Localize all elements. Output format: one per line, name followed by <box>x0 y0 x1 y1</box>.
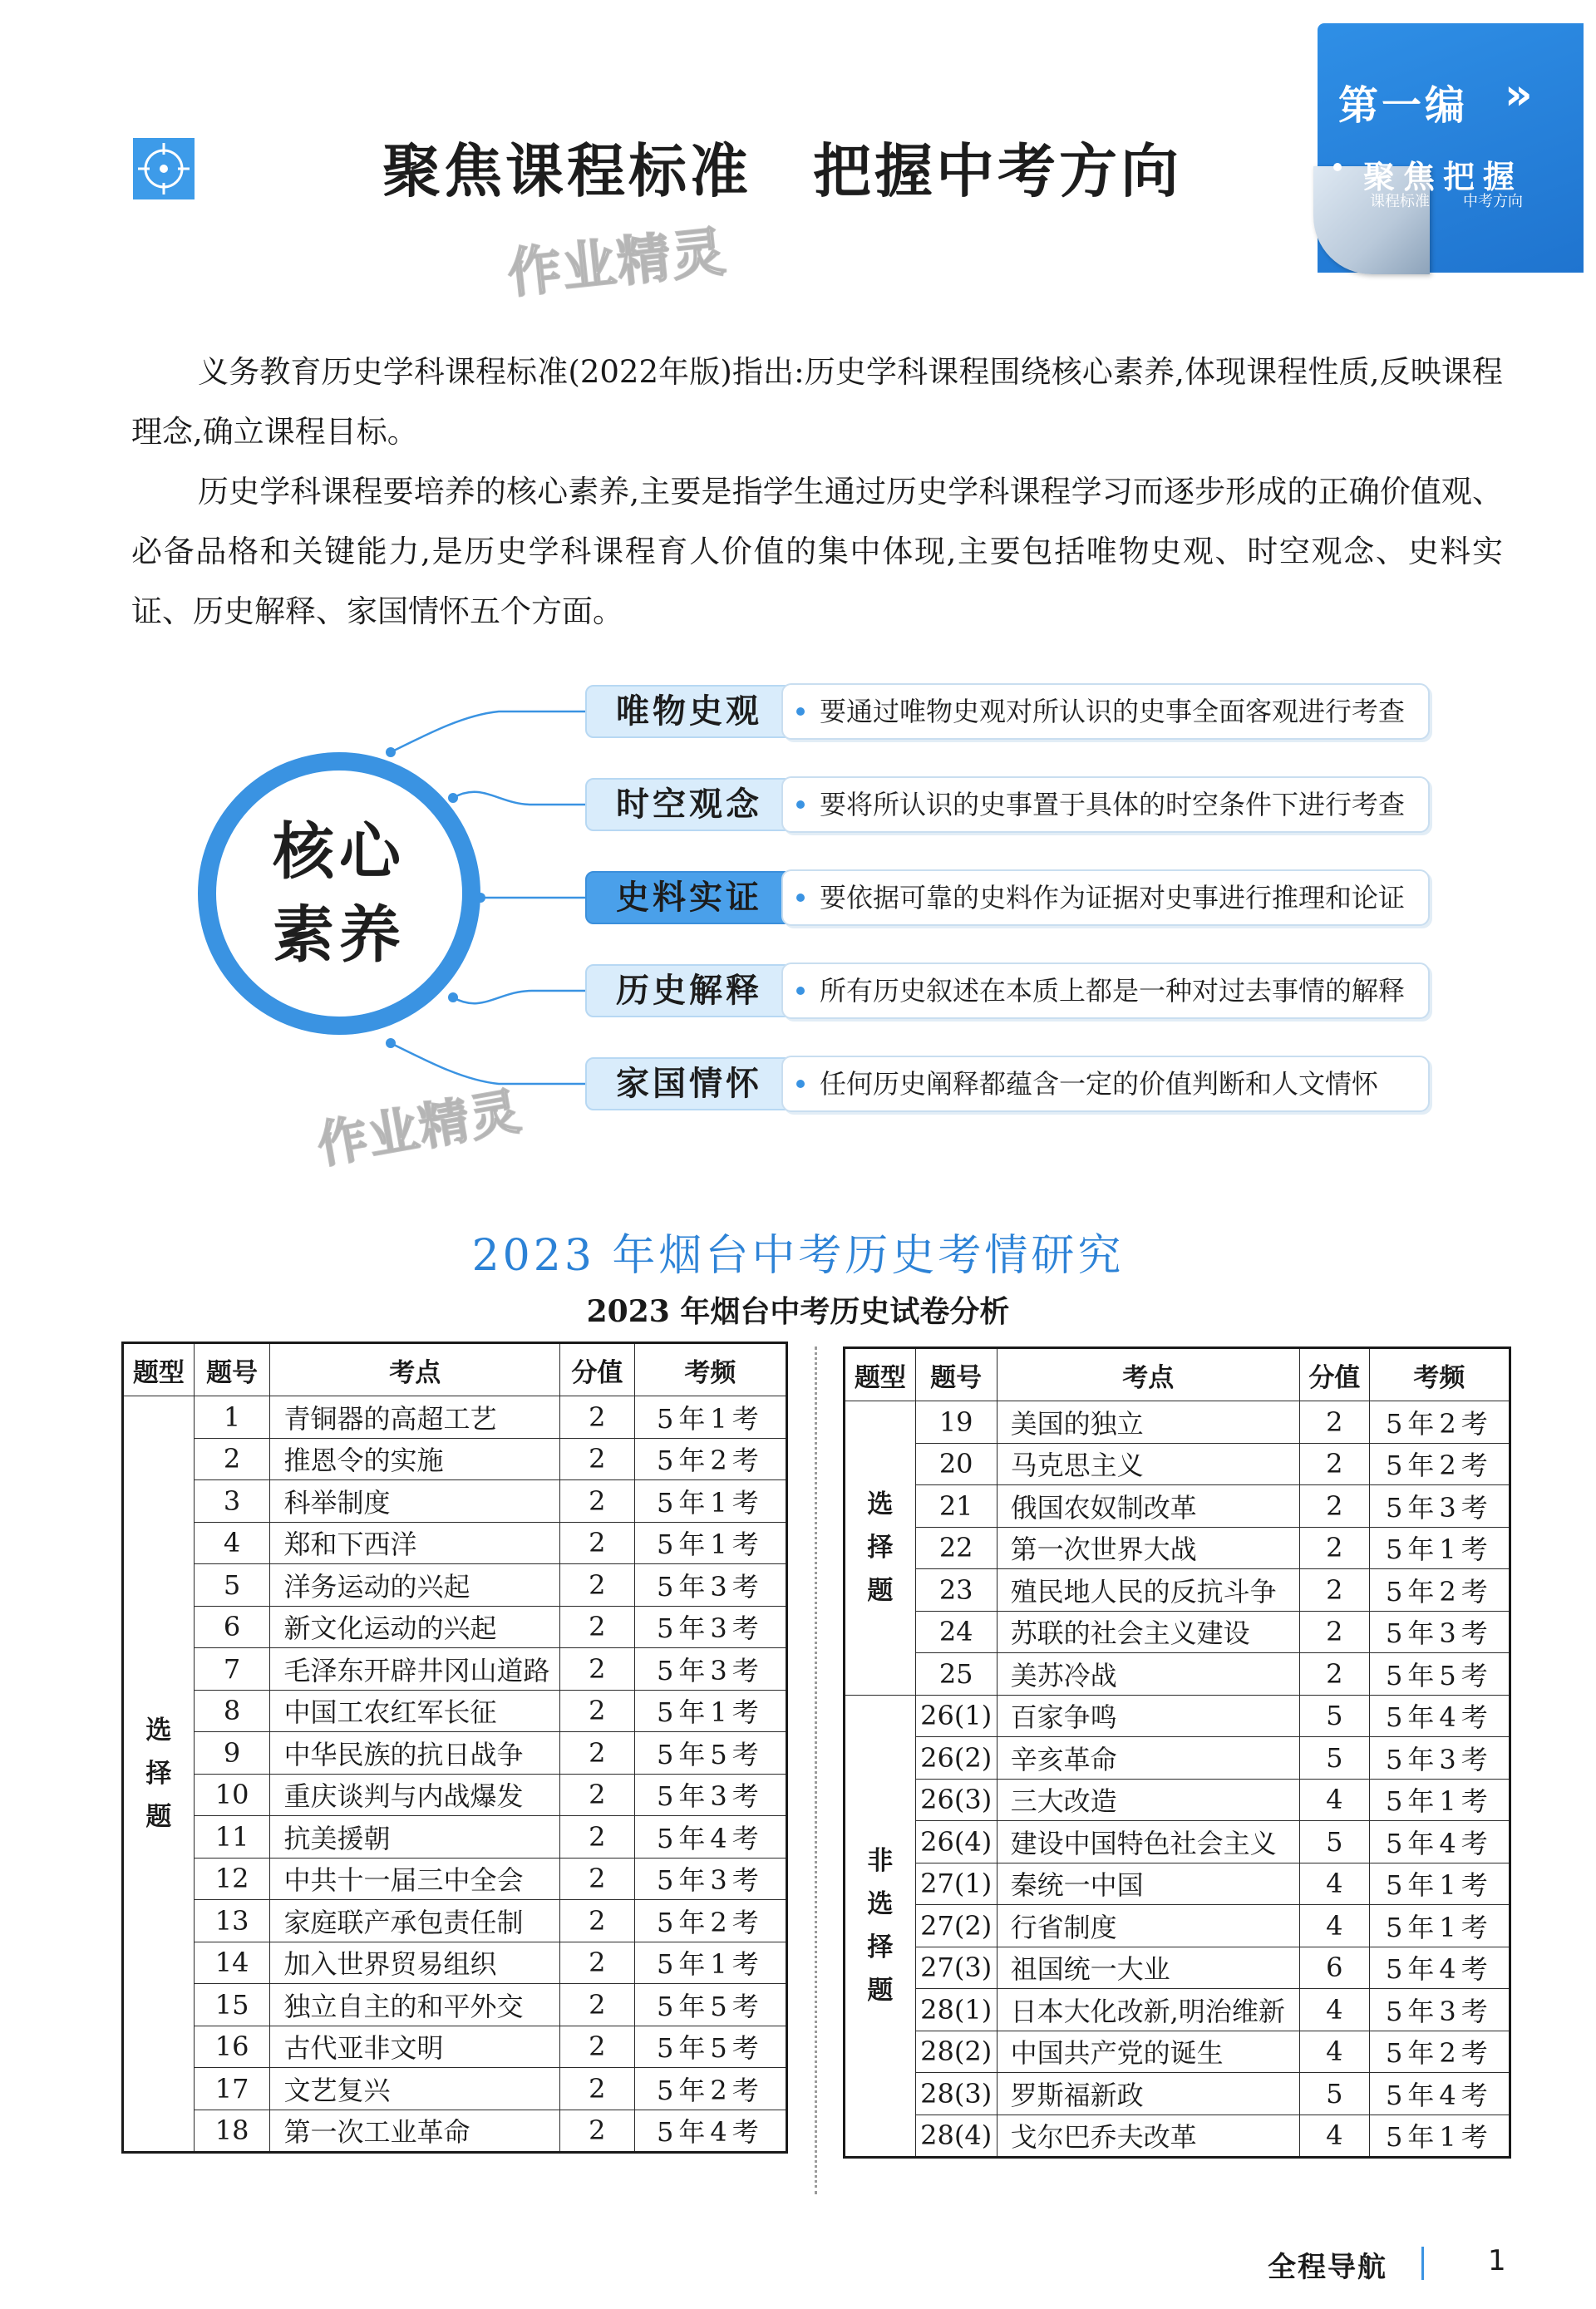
question-number: 27(2) <box>915 1905 997 1947</box>
table-row <box>845 1989 1510 2031</box>
exam-topic: 中国工农红军长征 <box>270 1690 560 1732</box>
question-number: 28(1) <box>915 1989 997 2031</box>
table-row <box>845 1611 1510 1653</box>
table-row <box>845 1527 1510 1569</box>
score-value: 2 <box>559 1564 634 1607</box>
question-number: 15 <box>194 1984 270 2026</box>
exam-frequency: 5年1考 <box>1369 2115 1510 2158</box>
table-row <box>123 1438 787 1480</box>
score-value: 2 <box>1299 1527 1369 1569</box>
exam-topic: 古代亚非文明 <box>270 2026 560 2068</box>
table-row <box>123 1564 787 1607</box>
score-value: 5 <box>1299 1821 1369 1863</box>
score-value: 2 <box>1299 1485 1369 1528</box>
table-row <box>845 2115 1510 2158</box>
question-number: 3 <box>194 1480 270 1523</box>
core-item-name: 时空观念 <box>585 778 793 831</box>
core-center-text: 核心 素养 <box>273 816 406 971</box>
exam-frequency: 5年3考 <box>634 1774 786 1816</box>
exam-frequency: 5年5考 <box>634 2026 786 2068</box>
exam-topic: 第一次世界大战 <box>997 1527 1299 1569</box>
exam-frequency: 5年1考 <box>634 1396 786 1439</box>
exam-topic: 青铜器的高超工艺 <box>270 1396 560 1439</box>
exam-topic: 中共十一届三中全会 <box>270 1858 560 1900</box>
score-value: 4 <box>1299 1779 1369 1821</box>
exam-frequency: 5年2考 <box>634 1438 786 1480</box>
bullet-dot <box>796 894 805 902</box>
exam-topic: 重庆谈判与内战爆发 <box>270 1774 560 1816</box>
exam-topic: 建设中国特色社会主义 <box>997 1821 1299 1863</box>
score-value: 4 <box>1299 1989 1369 2031</box>
score-value: 2 <box>559 1690 634 1732</box>
divider <box>815 1347 817 2194</box>
table-row <box>845 1947 1510 1989</box>
table-row <box>123 1648 787 1691</box>
exam-frequency: 5年1考 <box>634 1480 786 1523</box>
core-item-name: 唯物史观 <box>585 685 793 738</box>
table-row <box>845 1653 1510 1696</box>
exam-topic: 科举制度 <box>270 1480 560 1523</box>
score-value: 2 <box>559 1732 634 1775</box>
exam-topic: 抗美援朝 <box>270 1816 560 1859</box>
table-row <box>845 1695 1510 1737</box>
question-number: 17 <box>194 2068 270 2110</box>
question-number: 13 <box>194 1900 270 1942</box>
score-value: 4 <box>1299 2115 1369 2158</box>
exam-frequency: 5年4考 <box>1369 1947 1510 1989</box>
exam-topic: 辛亥革命 <box>997 1737 1299 1780</box>
question-number: 8 <box>194 1690 270 1732</box>
exam-topic: 俄国农奴制改革 <box>997 1485 1299 1528</box>
footer-divider <box>1421 2247 1424 2280</box>
table-row <box>123 1984 787 2026</box>
exam-frequency: 5年4考 <box>634 2110 786 2153</box>
table-row <box>123 1900 787 1942</box>
table-row <box>845 1401 1510 1444</box>
score-value: 5 <box>1299 1695 1369 1737</box>
col-header: 分值 <box>559 1343 634 1396</box>
core-item-desc: 要将所认识的史事置于具体的时空条件下进行考查 <box>781 776 1430 833</box>
exam-frequency: 5年3考 <box>1369 1485 1510 1528</box>
table-row <box>845 1443 1510 1485</box>
question-number: 28(2) <box>915 2031 997 2073</box>
question-number: 24 <box>915 1611 997 1653</box>
table-row <box>845 1485 1510 1528</box>
exam-topic: 家庭联产承包责任制 <box>270 1900 560 1942</box>
table-row <box>123 1816 787 1859</box>
score-value: 2 <box>559 1858 634 1900</box>
col-header: 分值 <box>1299 1348 1369 1401</box>
table-row <box>123 1606 787 1648</box>
exam-topic: 罗斯福新政 <box>997 2073 1299 2115</box>
exam-topic: 加入世界贸易组织 <box>270 1942 560 1984</box>
score-value: 2 <box>559 2110 634 2153</box>
table-row <box>123 2068 787 2110</box>
chapter-sub-right: 中考方向 <box>1463 193 1523 210</box>
exam-topic: 殖民地人民的反抗斗争 <box>997 1569 1299 1612</box>
exam-frequency: 5年5考 <box>1369 1653 1510 1696</box>
core-item-desc: 要通过唯物史观对所认识的史事全面客观进行考查 <box>781 683 1430 740</box>
score-value: 2 <box>559 1942 634 1984</box>
question-number: 4 <box>194 1522 270 1564</box>
page-number: 1 <box>1488 2244 1506 2277</box>
exam-frequency: 5年2考 <box>1369 1401 1510 1444</box>
exam-frequency: 5年1考 <box>1369 1527 1510 1569</box>
score-value: 2 <box>559 1522 634 1564</box>
exam-frequency: 5年1考 <box>1369 1779 1510 1821</box>
exam-frequency: 5年3考 <box>634 1564 786 1607</box>
exam-frequency: 5年1考 <box>1369 1905 1510 1947</box>
exam-frequency: 5年3考 <box>634 1648 786 1691</box>
double-chevron-icon: » <box>1505 70 1525 120</box>
core-item-name: 家国情怀 <box>585 1057 793 1110</box>
exam-topic: 戈尔巴乔夫改革 <box>997 2115 1299 2158</box>
question-number: 16 <box>194 2026 270 2068</box>
exam-frequency: 5年2考 <box>1369 2031 1510 2073</box>
score-value: 2 <box>559 2026 634 2068</box>
question-number: 1 <box>194 1396 270 1439</box>
exam-topic: 推恩令的实施 <box>270 1438 560 1480</box>
exam-frequency: 5年4考 <box>634 1816 786 1859</box>
table-row <box>123 1942 787 1984</box>
score-value: 2 <box>1299 1401 1369 1444</box>
table-row <box>845 2073 1510 2115</box>
exam-topic: 日本大化改新,明治维新 <box>997 1989 1299 2031</box>
col-header: 考频 <box>1369 1348 1510 1401</box>
score-value: 2 <box>1299 1653 1369 1696</box>
core-item-desc: 所有历史叙述在本质上都是一种对过去事情的解释 <box>781 962 1430 1019</box>
score-value: 2 <box>559 1816 634 1859</box>
table-row <box>845 1569 1510 1612</box>
core-item-name: 史料实证 <box>585 871 793 924</box>
question-number: 28(4) <box>915 2115 997 2158</box>
exam-topic: 秦统一中国 <box>997 1863 1299 1905</box>
table-row <box>123 1774 787 1816</box>
question-number: 21 <box>915 1485 997 1528</box>
exam-frequency: 5年1考 <box>634 1942 786 1984</box>
exam-topic: 中华民族的抗日战争 <box>270 1732 560 1775</box>
col-header: 题号 <box>915 1348 997 1401</box>
core-item-desc: 任何历史阐释都蕴含一定的价值判断和人文情怀 <box>781 1056 1430 1112</box>
table-row <box>123 2110 787 2153</box>
question-number: 25 <box>915 1653 997 1696</box>
question-number: 7 <box>194 1648 270 1691</box>
exam-topic: 行省制度 <box>997 1905 1299 1947</box>
question-number: 27(3) <box>915 1947 997 1989</box>
question-number: 5 <box>194 1564 270 1607</box>
score-value: 2 <box>1299 1569 1369 1612</box>
exam-frequency: 5年5考 <box>634 1732 786 1775</box>
question-number: 26(1) <box>915 1695 997 1737</box>
exam-frequency: 5年3考 <box>634 1858 786 1900</box>
core-item-desc: 要依据可靠的史料作为证据对史事进行推理和论证 <box>781 869 1430 926</box>
table-row <box>845 1737 1510 1780</box>
exam-topic: 毛泽东开辟井冈山道路 <box>270 1648 560 1691</box>
exam-frequency: 5年3考 <box>634 1606 786 1648</box>
question-number: 22 <box>915 1527 997 1569</box>
table-row <box>123 1858 787 1900</box>
col-header: 题号 <box>194 1343 270 1396</box>
question-number: 14 <box>194 1942 270 1984</box>
exam-frequency: 5年4考 <box>1369 1821 1510 1863</box>
exam-topic: 苏联的社会主义建设 <box>997 1611 1299 1653</box>
score-value: 2 <box>1299 1443 1369 1485</box>
exam-topic: 三大改造 <box>997 1779 1299 1821</box>
exam-topic: 独立自主的和平外交 <box>270 1984 560 2026</box>
exam-topic: 祖国统一大业 <box>997 1947 1299 1989</box>
score-value: 5 <box>1299 1737 1369 1780</box>
exam-frequency: 5年2考 <box>1369 1569 1510 1612</box>
exam-frequency: 5年3考 <box>1369 1611 1510 1653</box>
question-type-cell: 选 择 题 <box>845 1401 916 1696</box>
chapter-title: 第一编 <box>1338 82 1469 129</box>
question-number: 2 <box>194 1438 270 1480</box>
exam-frequency: 5年1考 <box>1369 1863 1510 1905</box>
exam-topic: 中国共产党的诞生 <box>997 2031 1299 2073</box>
question-number: 27(1) <box>915 1863 997 1905</box>
score-value: 2 <box>559 1774 634 1816</box>
question-number: 11 <box>194 1816 270 1859</box>
exam-table-right <box>843 1347 1511 2159</box>
col-header: 考点 <box>997 1348 1299 1401</box>
score-value: 4 <box>1299 2031 1369 2073</box>
col-header: 考点 <box>270 1343 560 1396</box>
score-value: 2 <box>559 1480 634 1523</box>
question-number: 18 <box>194 2110 270 2153</box>
question-number: 12 <box>194 1858 270 1900</box>
exam-frequency: 5年1考 <box>634 1522 786 1564</box>
score-value: 4 <box>1299 1863 1369 1905</box>
col-header: 考频 <box>634 1343 786 1396</box>
bullet-dot <box>796 1080 805 1088</box>
question-number: 6 <box>194 1606 270 1648</box>
question-number: 20 <box>915 1443 997 1485</box>
exam-frequency: 5年1考 <box>634 1690 786 1732</box>
exam-topic: 百家争鸣 <box>997 1695 1299 1737</box>
watermark: 作业精灵 <box>313 1081 527 1175</box>
table-row <box>123 1522 787 1564</box>
question-number: 19 <box>915 1401 997 1444</box>
bullet-dot <box>796 800 805 809</box>
exam-frequency: 5年4考 <box>1369 1695 1510 1737</box>
exam-topic: 文艺复兴 <box>270 2068 560 2110</box>
table-row <box>123 1732 787 1775</box>
exam-frequency: 5年2考 <box>634 2068 786 2110</box>
score-value: 4 <box>1299 1905 1369 1947</box>
score-value: 2 <box>1299 1611 1369 1653</box>
question-number: 28(3) <box>915 2073 997 2115</box>
exam-frequency: 5年4考 <box>1369 2073 1510 2115</box>
table-caption: 2023 年烟台中考历史试卷分析 <box>586 1294 1010 1329</box>
question-type-cell: 非 选 择 题 <box>845 1695 916 2158</box>
question-number: 23 <box>915 1569 997 1612</box>
score-value: 2 <box>559 1606 634 1648</box>
exam-topic: 马克思主义 <box>997 1443 1299 1485</box>
question-number: 26(4) <box>915 1821 997 1863</box>
table-row <box>123 1480 787 1523</box>
exam-frequency: 5年3考 <box>1369 1989 1510 2031</box>
chapter-sub-left: 课程标准 <box>1370 193 1430 210</box>
exam-frequency: 5年3考 <box>1369 1737 1510 1780</box>
score-value: 6 <box>1299 1947 1369 1989</box>
score-value: 2 <box>559 1438 634 1480</box>
exam-frequency: 5年5考 <box>634 1984 786 2026</box>
score-value: 2 <box>559 1648 634 1691</box>
watermark: 作业精灵 <box>505 221 730 306</box>
score-value: 2 <box>559 1984 634 2026</box>
core-item-name: 历史解释 <box>585 964 793 1017</box>
intro-paragraph-1: 义务教育历史学科课程标准(2022年版)指出:历史学科课程围绕核心素养,体现课程性质,反映课程理念,确立课程目标。 <box>131 354 1503 450</box>
exam-topic: 第一次工业革命 <box>270 2110 560 2153</box>
exam-frequency: 5年2考 <box>1369 1443 1510 1485</box>
question-number: 9 <box>194 1732 270 1775</box>
col-header: 题型 <box>845 1348 916 1401</box>
col-header: 题型 <box>123 1343 195 1396</box>
exam-frequency: 5年2考 <box>634 1900 786 1942</box>
table-row <box>845 1821 1510 1863</box>
score-value: 2 <box>559 1396 634 1439</box>
table-row <box>123 1396 787 1439</box>
score-value: 2 <box>559 2068 634 2110</box>
table-row <box>845 1863 1510 1905</box>
bullet-dot <box>796 987 805 995</box>
chapter-subtitle: 聚焦把握 <box>1363 159 1524 195</box>
exam-table-left <box>121 1342 788 2154</box>
score-value: 5 <box>1299 2073 1369 2115</box>
exam-topic: 新文化运动的兴起 <box>270 1606 560 1648</box>
question-number: 26(2) <box>915 1737 997 1780</box>
page-title: 聚焦课程标准 把握中考方向 <box>382 137 1182 205</box>
exam-topic: 洋务运动的兴起 <box>270 1564 560 1607</box>
section-title: 2023 年烟台中考历史考情研究 <box>471 1231 1125 1281</box>
question-number: 26(3) <box>915 1779 997 1821</box>
exam-topic: 郑和下西洋 <box>270 1522 560 1564</box>
question-number: 10 <box>194 1774 270 1816</box>
exam-topic: 美苏冷战 <box>997 1653 1299 1696</box>
table-row <box>845 1905 1510 1947</box>
bullet-dot <box>796 707 805 716</box>
footer-label: 全程导航 <box>1268 2251 1387 2284</box>
table-row <box>123 1690 787 1732</box>
table-row <box>845 1779 1510 1821</box>
score-value: 2 <box>559 1900 634 1942</box>
question-type-cell: 选 择 题 <box>123 1396 195 2153</box>
intro-paragraph-2: 历史学科课程要培养的核心素养,主要是指学生通过历史学科课程学习而逐步形成的正确价值观、必备品格和关键能力,是历史学科课程育人价值的集中体现,主要包括唯物史观、时空观念、史料实证、历史解释、家国情怀五个方面。 <box>131 474 1503 629</box>
table-row <box>845 2031 1510 2073</box>
exam-topic: 美国的独立 <box>997 1401 1299 1444</box>
table-row <box>123 2026 787 2068</box>
